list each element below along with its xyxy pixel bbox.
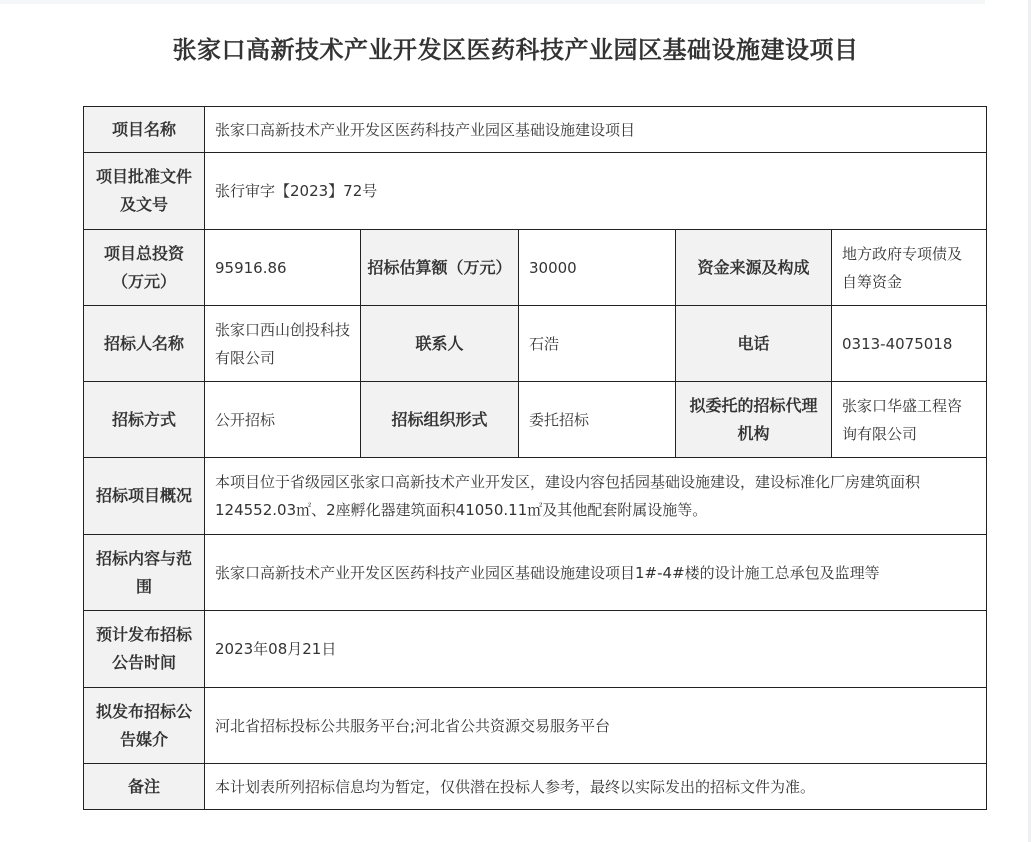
estimate-value: 30000 xyxy=(519,230,676,306)
table-row xyxy=(84,107,987,153)
table-row xyxy=(84,764,987,810)
table-row xyxy=(84,230,987,306)
phone-value: 0313-4075018 xyxy=(832,306,987,382)
scope-value: 张家口高新技术产业开发区医药科技产业园区基础设施建设项目1#-4#楼的设计施工总承包及监理等 xyxy=(205,535,987,611)
contact-value: 石浩 xyxy=(519,306,676,382)
investment-label: 项目总投资（万元） xyxy=(84,230,205,306)
agent-label: 拟委托的招标代理机构 xyxy=(676,382,832,458)
project-name-value: 张家口高新技术产业开发区医药科技产业园区基础设施建设项目 xyxy=(205,107,987,153)
method-label: 招标方式 xyxy=(84,382,205,458)
project-info-table xyxy=(83,106,987,810)
table-row xyxy=(84,306,987,382)
page-title: 张家口高新技术产业开发区医药科技产业园区基础设施建设项目 xyxy=(172,36,859,64)
overview-label: 招标项目概况 xyxy=(84,458,205,535)
contact-label: 联系人 xyxy=(361,306,519,382)
project-name-label: 项目名称 xyxy=(84,107,205,153)
org-form-label: 招标组织形式 xyxy=(361,382,519,458)
table-row xyxy=(84,153,987,230)
remark-label: 备注 xyxy=(84,764,205,810)
tenderer-value: 张家口西山创投科技有限公司 xyxy=(205,306,361,382)
funding-label: 资金来源及构成 xyxy=(676,230,832,306)
method-value: 公开招标 xyxy=(205,382,361,458)
estimate-label: 招标估算额（万元） xyxy=(361,230,519,306)
org-form-value: 委托招标 xyxy=(519,382,676,458)
table-row xyxy=(84,458,987,535)
table-row xyxy=(84,611,987,688)
publish-time-value: 2023年08月21日 xyxy=(205,611,987,688)
funding-value: 地方政府专项债及自筹资金 xyxy=(832,230,987,306)
table-row xyxy=(84,535,987,611)
scope-label: 招标内容与范围 xyxy=(84,535,205,611)
phone-label: 电话 xyxy=(676,306,832,382)
remark-value: 本计划表所列招标信息均为暂定，仅供潜在投标人参考，最终以实际发出的招标文件为准。 xyxy=(205,764,987,810)
top-strip xyxy=(0,0,985,4)
media-value: 河北省招标投标公共服务平台;河北省公共资源交易服务平台 xyxy=(205,688,987,764)
media-label: 拟发布招标公告媒介 xyxy=(84,688,205,764)
table-row xyxy=(84,688,987,764)
approval-label: 项目批准文件及文号 xyxy=(84,153,205,230)
overview-value: 本项目位于省级园区张家口高新技术产业开发区，建设内容包括园基础设施建设，建设标准化厂房建筑面积124552.03㎡、2座孵化器建筑面积41050.11㎡及其他配套附属设施等。 xyxy=(205,458,987,535)
table-row xyxy=(84,382,987,458)
publish-time-label: 预计发布招标公告时间 xyxy=(84,611,205,688)
agent-value: 张家口华盛工程咨询有限公司 xyxy=(832,382,987,458)
approval-value: 张行审字【2023】72号 xyxy=(205,153,987,230)
investment-value: 95916.86 xyxy=(205,230,361,306)
tenderer-label: 招标人名称 xyxy=(84,306,205,382)
